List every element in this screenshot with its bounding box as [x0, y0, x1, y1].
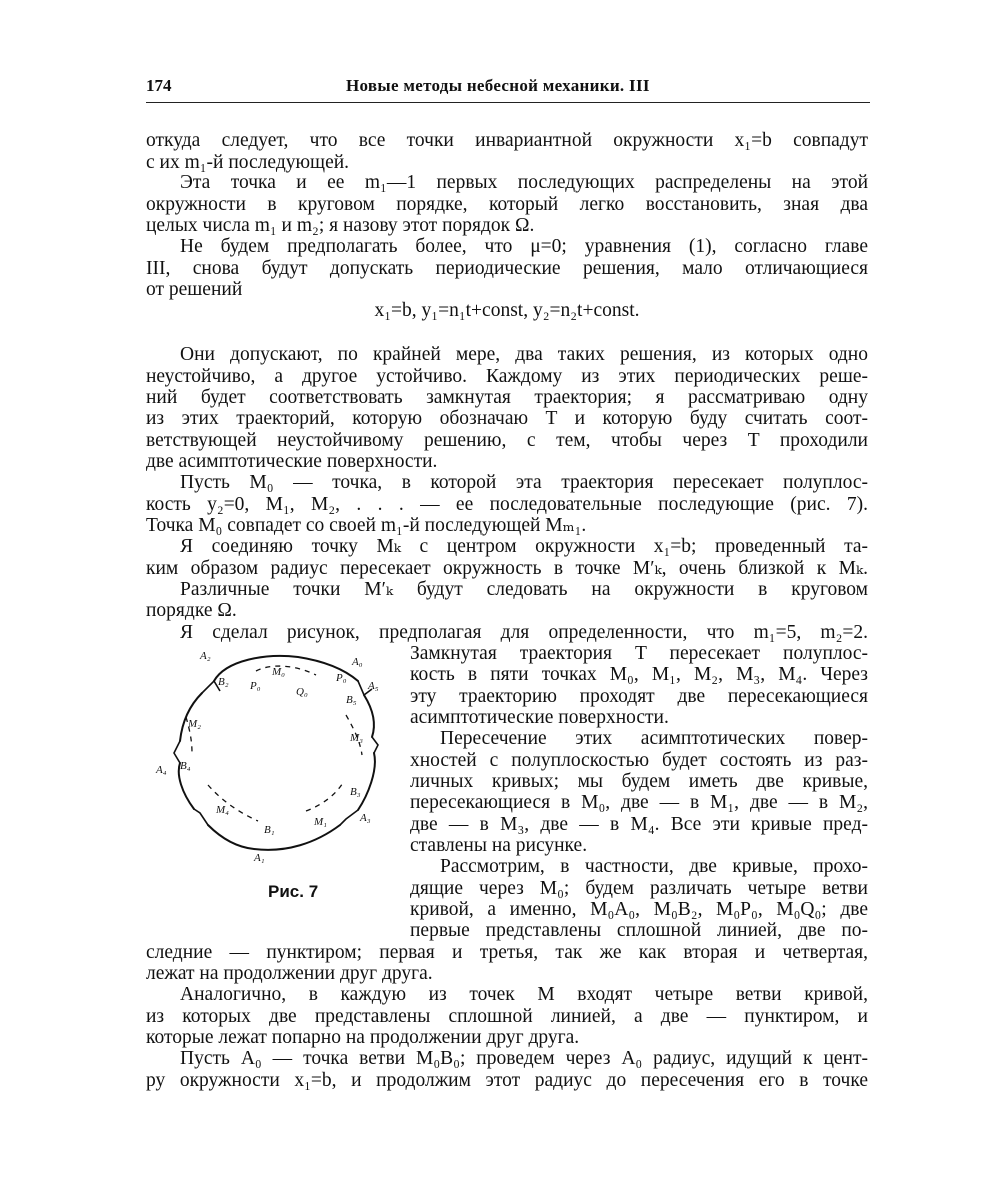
label-A4: A₄	[156, 764, 167, 776]
running-head: Новые методы небесной механики. III	[346, 76, 650, 95]
text-line: ставлены на рисунке.	[410, 835, 588, 856]
text-line: кость y₂=0, M₁, M₂, . . . — ее последовательные последующие (рис. 7).	[146, 494, 868, 515]
text-line: Замкнутая траектория T пересекает полуплос-	[410, 643, 868, 664]
label-M3: M₃	[350, 732, 363, 744]
text-line: Пусть A₀ — точка ветви M₀B₀; проведем через A₀ радиус, идущий к цент-	[180, 1048, 868, 1069]
label-M4: M₄	[216, 804, 229, 816]
label-Q0: Q₀	[296, 686, 308, 698]
text-line: из которых две представлены сплошной линией, а две — пунктиром, и	[146, 1006, 868, 1027]
label-P0: P₀	[250, 680, 261, 692]
curve-solid	[180, 693, 202, 741]
notch	[372, 737, 378, 753]
text-line: Я сделал рисунок, предполагая для определенности, что m₁=5, m₂=2.	[180, 622, 868, 643]
text-line: из этих траекторий, которую обозначаю T и которую буду считать соот-	[146, 408, 868, 429]
text-line: неустойчиво, а другое устойчиво. Каждому из этих периодических реше-	[146, 366, 868, 387]
label-B1: B₁	[264, 824, 275, 836]
text-line: Рассмотрим, в частности, две кривые, прохо-	[440, 856, 868, 877]
text-line: асимптотические поверхности.	[410, 707, 669, 728]
text-line: две асимптотические поверхности.	[146, 451, 438, 472]
text-line: ветствующей неустойчивому решению, с тем, чтобы через T проходили	[146, 430, 868, 451]
text-line: Эта точка и ее m₁—1 первых последующих распределены на этой	[180, 172, 868, 193]
label-B3: B₃	[350, 786, 361, 798]
label-A2: A₂	[200, 650, 211, 662]
label-M0: M₀	[272, 666, 285, 678]
label-B2: B₂	[218, 676, 229, 688]
page-number: 174	[146, 76, 172, 95]
text-line: ний будет соответствовать замкнутая траектория; я рассматриваю одну	[146, 387, 868, 408]
text-line: следние — пунктиром; первая и третья, так же как вторая и четвертая,	[146, 942, 868, 963]
text-line: окружности в круговом порядке, который легко восстановить, зная два	[146, 194, 868, 215]
text-line: кость в пяти точках M₀, M₁, M₂, M₃, M₄. Через	[410, 664, 868, 685]
text-line: с их m₁-й последующей.	[146, 152, 350, 173]
text-line: Аналогично, в каждую из точек M входят четыре ветви кривой,	[180, 984, 868, 1005]
label-A3: A₃	[360, 812, 371, 824]
text-line: пересекающиеся в M₀, две — в M₁, две — в M₂,	[410, 792, 868, 813]
text-line: хностей с полуплоскостью будет состоять из раз-	[410, 750, 868, 771]
text-line: Пересечение этих асимптотических повер-	[440, 728, 868, 749]
figure-7	[146, 645, 396, 870]
label-M1: M₁	[314, 816, 327, 828]
notch	[194, 809, 208, 825]
text-line: ру окружности x₁=b, и продолжим этот радиус до пересечения его в точке	[146, 1070, 868, 1091]
label-P0-right: P₀	[336, 672, 347, 684]
label-M2: M₂	[188, 718, 201, 730]
text-line: Пусть M₀ — точка, в которой эта траектория пересекает полуплос-	[180, 472, 868, 493]
text-line: эту траекторию проходят две пересекающиеся	[410, 686, 868, 707]
text-line: первые представлены сплошной линией, две по-	[410, 920, 868, 941]
label-A0: A₀	[352, 656, 363, 668]
text-line: которые лежат попарно на продолжении друг друга.	[146, 1027, 580, 1048]
text-line: Они допускают, по крайней мере, два таких решения, из которых одно	[180, 344, 868, 365]
text-line: ким образом радиус пересекает окружность в точке M′ₖ, очень близкой к Mₖ.	[146, 558, 868, 579]
text-line: Различные точки M′ₖ будут следовать на окружности в круговом	[180, 579, 868, 600]
text-line: дящие через M₀; будем различать четыре ветви	[410, 878, 868, 899]
header-rule	[146, 102, 870, 103]
curve-solid	[364, 695, 374, 737]
label-B4: B₄	[180, 760, 191, 772]
notch	[340, 810, 358, 825]
text-line: две — в M₃, две — в M₄. Все эти кривые пред-	[410, 814, 868, 835]
text-line: личных кривых; мы будем иметь две кривые,	[410, 771, 868, 792]
figure-caption: Рис. 7	[268, 882, 319, 901]
text-line: Точка M₀ совпадет со своей m₁-й последующей Mₘ₁.	[146, 515, 587, 536]
equation: x₁=b, y₁=n₁t+const, y₂=n₂t+const.	[374, 300, 640, 321]
text-line: порядке Ω.	[146, 600, 237, 621]
label-A5: A₅	[368, 680, 379, 692]
text-line: Не будем предполагать более, что μ=0; уравнения (1), согласно главе	[180, 236, 868, 257]
text-line: откуда следует, что все точки инвариантной окружности x₁=b совпадут	[146, 130, 868, 151]
text-line: Я соединяю точку Mₖ с центром окружности x₁=b; проведенный та-	[180, 536, 868, 557]
text-line: лежат на продолжении друг друга.	[146, 963, 433, 984]
text-line: от решений	[146, 279, 243, 300]
curve-solid	[358, 753, 375, 810]
text-line: целых числа m₁ и m₂; я назову этот порядок Ω.	[146, 215, 535, 236]
curve-dashed	[306, 781, 344, 811]
text-line: III, снова будут допускать периодические решения, мало отличающиеся	[146, 258, 868, 279]
label-B5: B₅	[346, 694, 357, 706]
label-A1: A₁	[254, 852, 265, 864]
curve-dashed	[256, 666, 316, 675]
text-line: кривой, а именно, M₀A₀, M₀B₂, M₀P₀, M₀Q₀; две	[410, 899, 868, 920]
